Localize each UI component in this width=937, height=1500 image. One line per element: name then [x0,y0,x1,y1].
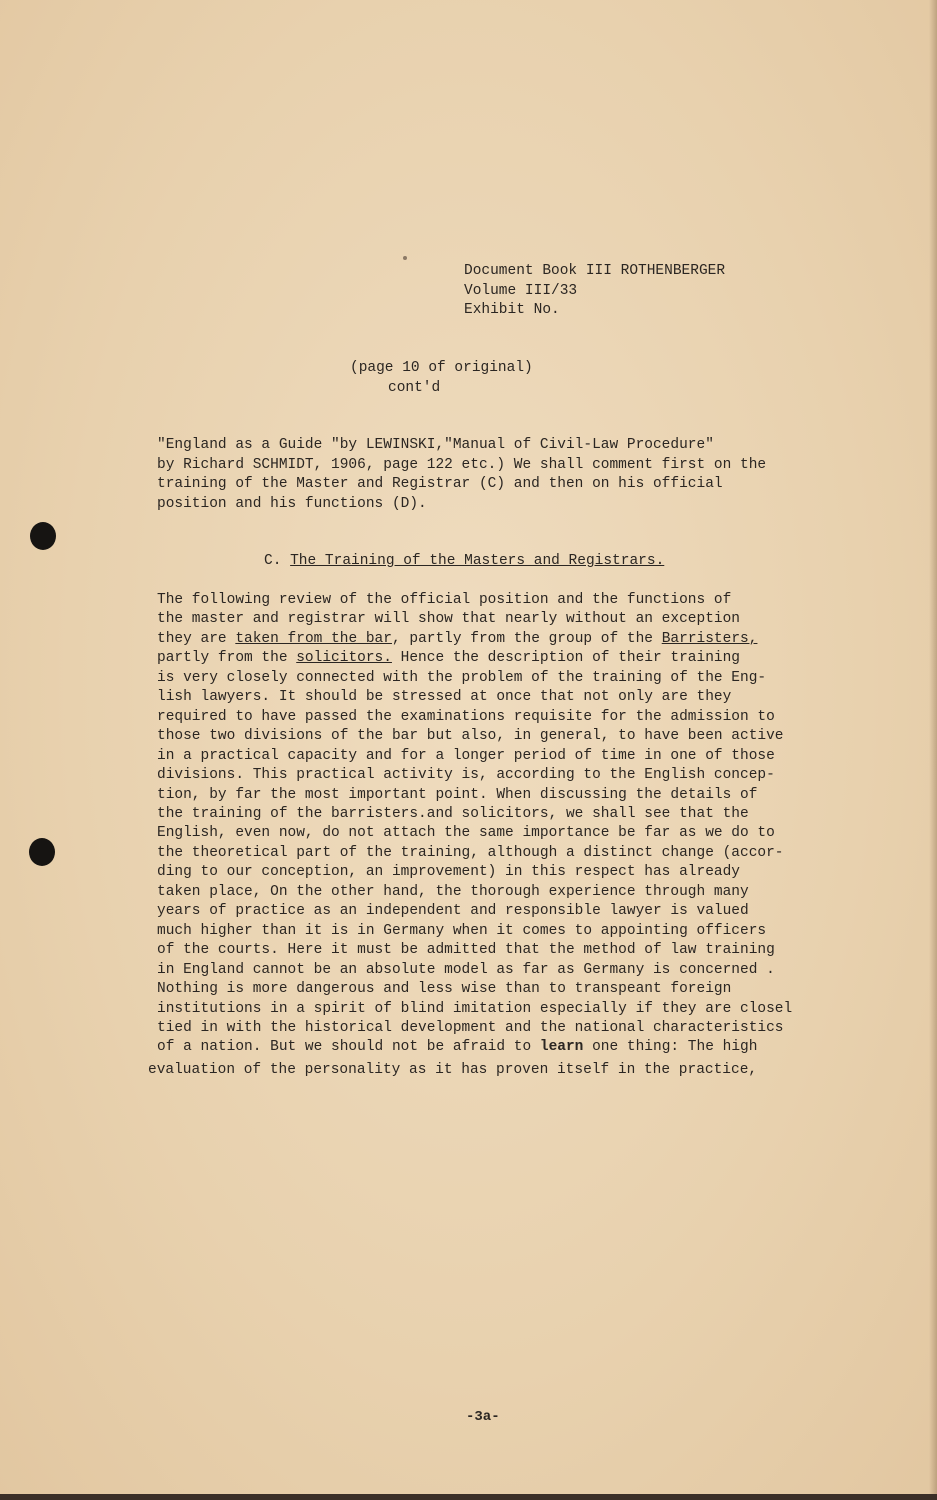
body-line: tied in with the historical development and the national characteristics [157,1019,784,1036]
page-number: -3a- [466,1409,500,1425]
body-line: much higher than it is in Germany when it comes to appointing officers [157,922,767,939]
body-line: in a practical capacity and for a longer period of time in one of those [157,747,775,764]
underlined-phrase: Barristers, [661,630,758,647]
body-text: partly from the [157,650,297,667]
page-bottom-edge [0,1494,937,1500]
body-line: the theoretical part of the training, although a distinct change (accor- [157,844,784,861]
section-title: The Training of the Masters and Registrars. [290,553,665,569]
body-line: is very closely connected with the problem of the training of the Eng- [157,669,767,686]
body-text: , partly from the group of the [391,630,662,647]
bold-word: learn [539,1039,584,1056]
body-line: lish lawyers. It should be stressed at once that not only are they [157,689,732,706]
body-line: taken place, On the other hand, the thorough experience through many [157,883,749,900]
punch-hole-upper [30,522,56,550]
body-line: English, even now, do not attach the same importance be far as we do to [157,825,775,842]
page-of-original: (page 10 of original) [350,360,533,376]
body-line: those two divisions of the bar but also, in general, to have been active [157,728,784,745]
document-header [464,262,725,321]
body-line [157,630,877,649]
section-prefix: C. [264,553,291,569]
intro-line: training of the Master and Registrar (C) and then on his official [157,476,723,493]
body-line: Nothing is more dangerous and less wise than to transpeant foreign [157,981,732,998]
section-heading [264,552,664,572]
body-line: divisions. This practical activity is, according to the English concep- [157,767,775,784]
body-line: evaluation of the personality as it has proven itself in the practice, [148,1061,758,1078]
intro-line: "England as a Guide "by LEWINSKI,"Manual of Civil-Law Procedure" [157,437,714,453]
header-document-book: Document Book III ROTHENBERGER [464,263,726,279]
body-paragraph [148,591,877,1080]
intro-line: by Richard SCHMIDT, 1906, page 122 etc.) We shall comment first on the [157,456,767,473]
body-line [157,1038,877,1057]
page-edge-shadow [929,0,937,1500]
body-line: tion, by far the most important point. When discussing the details of [157,786,758,803]
body-text: of a nation. But we should not be afraid to [157,1039,540,1056]
body-line: institutions in a spirit of blind imitation especially if they are closel [157,1000,793,1017]
header-volume: Volume III/33 [464,282,578,299]
paper-speck [403,256,407,260]
page-note [350,359,533,398]
body-text: Hence the description of their training [391,650,741,667]
body-line: of the courts. Here it must be admitted that the method of law training [157,942,775,959]
body-text: they are [157,630,236,647]
body-line [157,649,877,668]
header-exhibit: Exhibit No. [464,302,560,318]
body-line: ding to our conception, an improvement) in this respect has already [157,864,740,881]
body-line: the master and registrar will show that nearly without an exception [157,611,740,628]
body-line: the training of the barristers.and solicitors, we shall see that the [157,805,749,822]
body-line: The following review of the official position and the functions of [157,592,732,608]
intro-paragraph [157,436,857,514]
continued-note: cont'd [388,379,441,396]
body-text: one thing: The high [583,1039,758,1056]
punch-hole-lower [29,838,55,866]
body-line: in England cannot be an absolute model as far as Germany is concerned . [157,961,775,978]
underlined-phrase: taken from the bar [235,630,392,647]
intro-line: position and his functions (D). [157,495,427,512]
body-line: required to have passed the examinations requisite for the admission to [157,708,775,725]
underlined-phrase: solicitors. [296,650,392,667]
body-line: years of practice as an independent and responsible lawyer is valued [157,903,749,920]
